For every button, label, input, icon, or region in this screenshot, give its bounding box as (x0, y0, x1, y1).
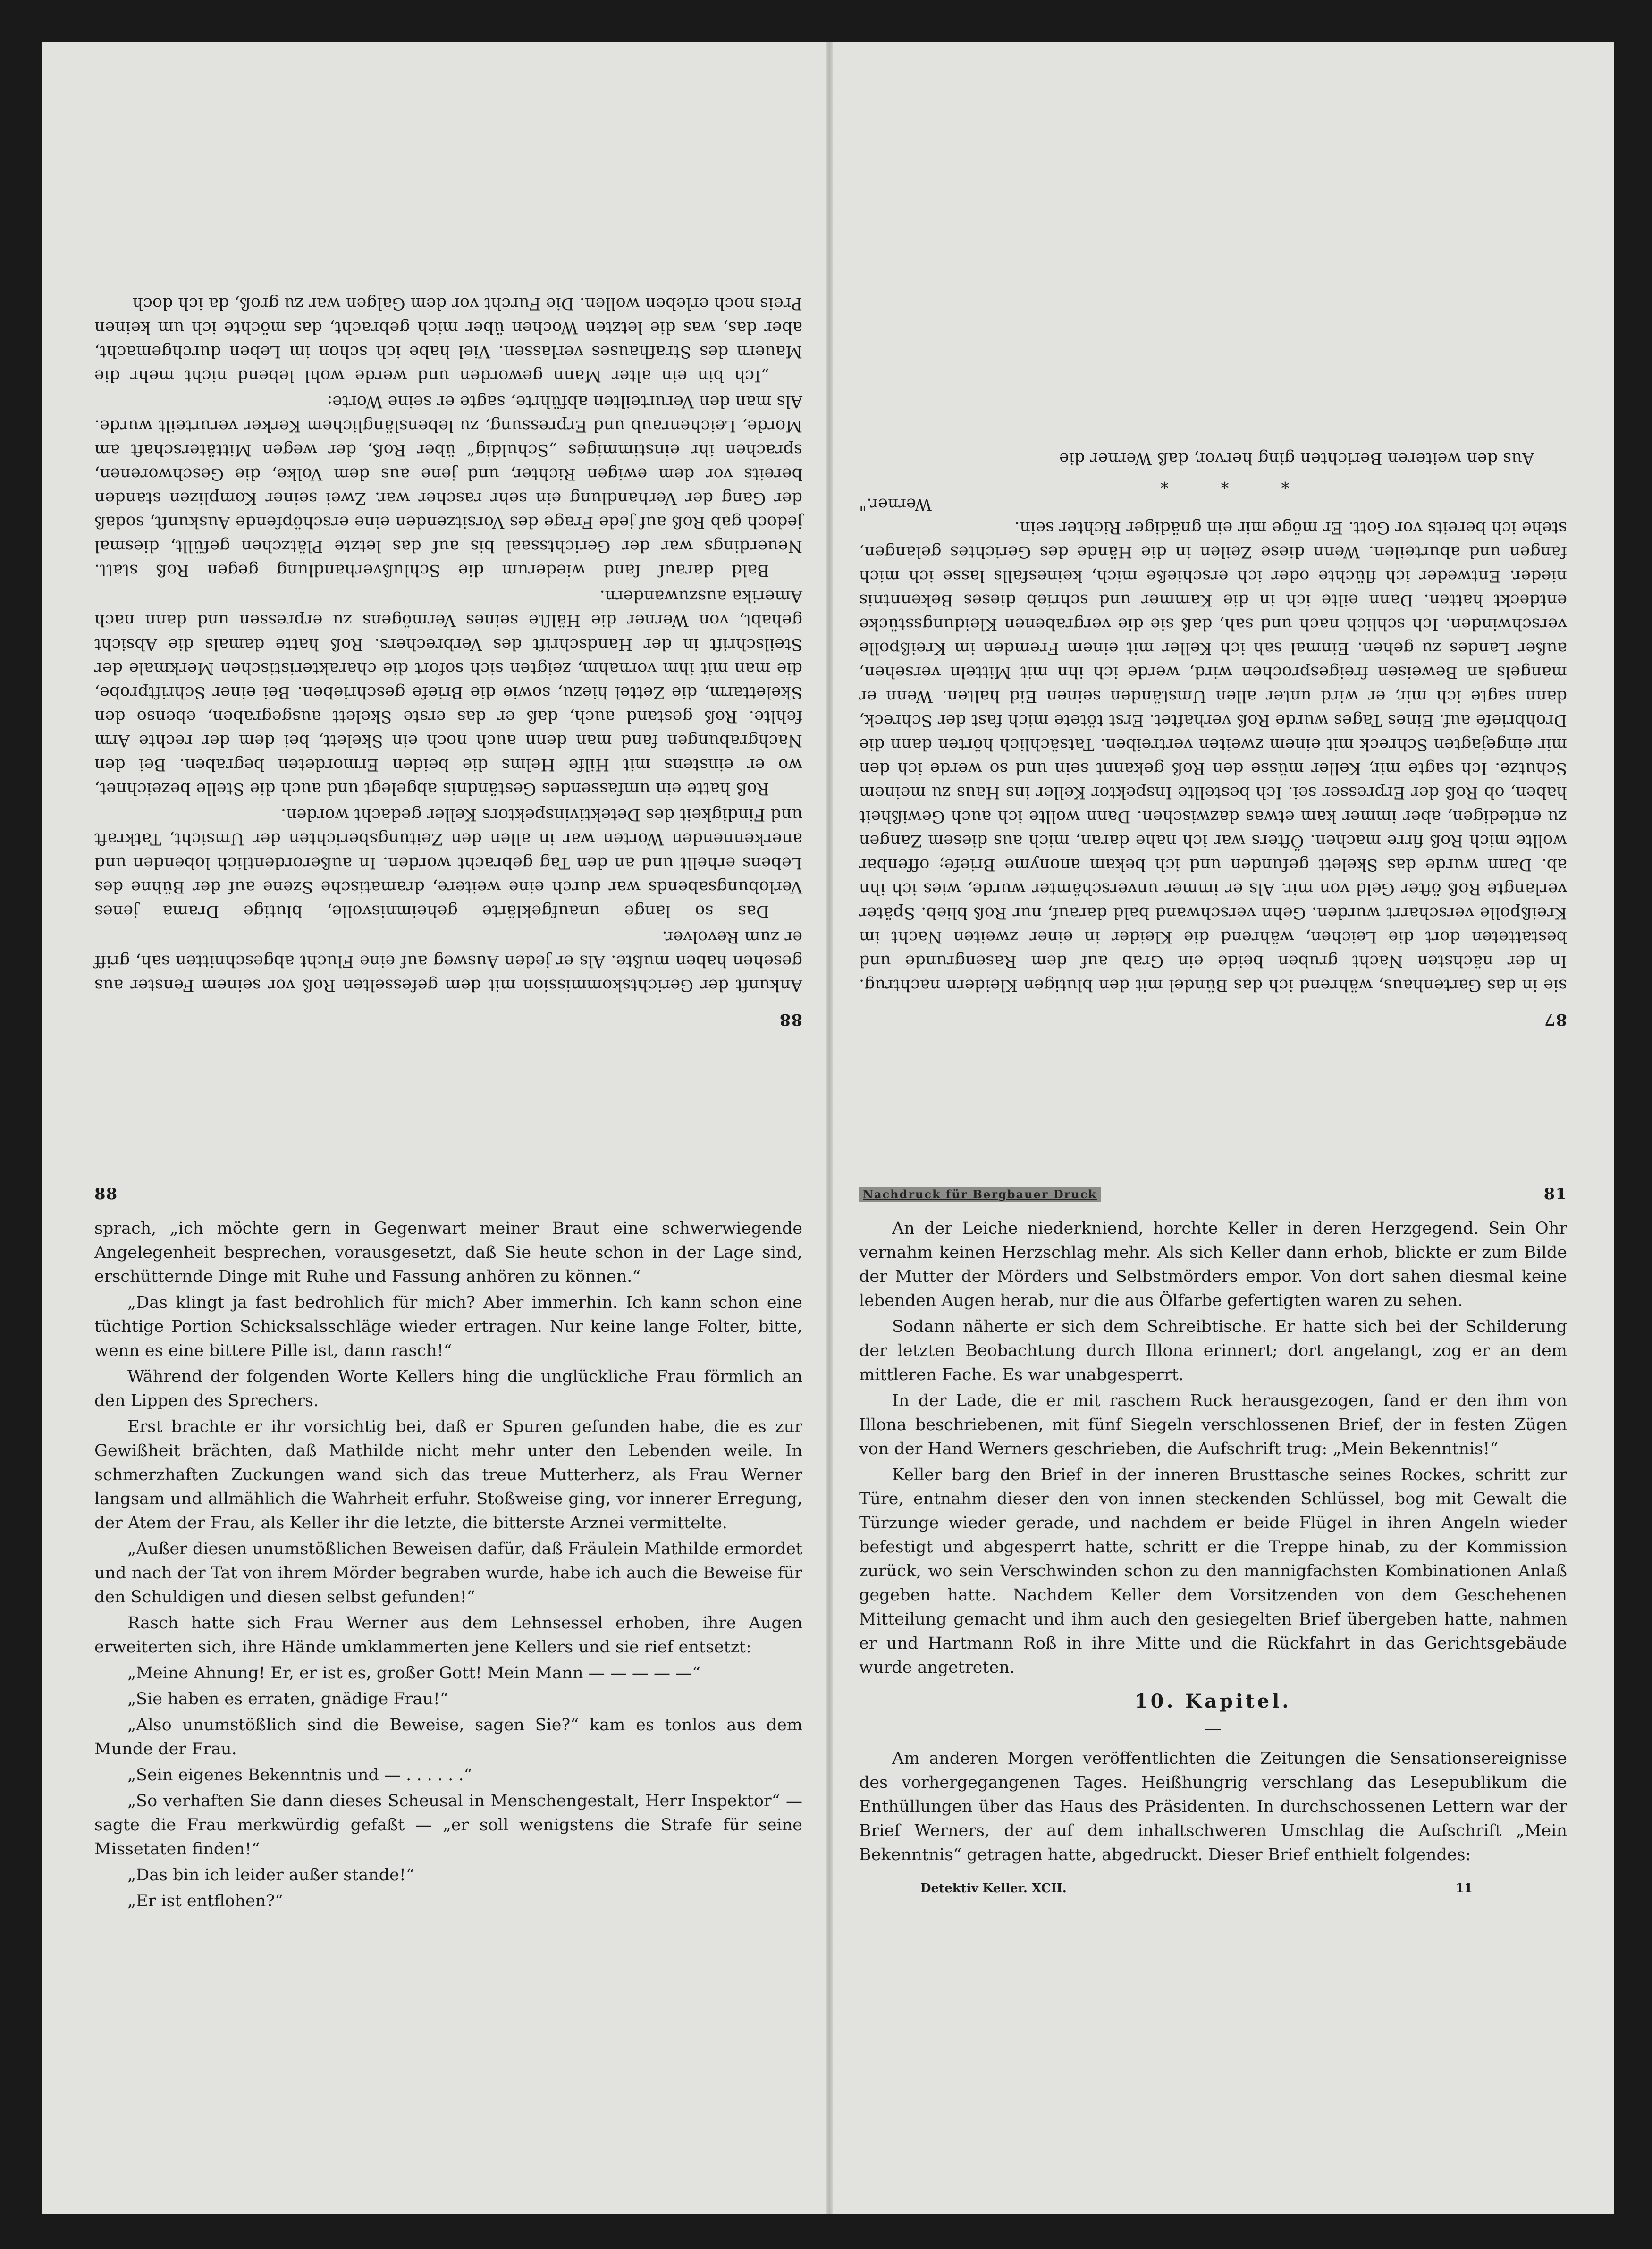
paragraph: Roß hatte ein umfassendes Geständnis abgelegt und auch die Stelle bezeichnet, wo er einstens mit Hilfe Helms die beiden Ermordeten begraben. Bei den Nachgrabungen fand man denn auch noch ein Skelett, bei dem der rechte Arm fehlte. Roß gestand auch, daß er das erste Skelett ausgegraben, ebenso den Skelettarm, die Zettel hiezu, sowie die Briefe geschrieben. Bei einer Schriftprobe, die man mit ihm vornahm, zeigten sich sofort die charakteristischen Merkmale der Steilschrift in der Handschrift des Verbrechers. Roß hatte damals die Absicht gehabt, von Werner die Hälfte seines Vermögens zu erpressen und dann nach Amerika auszuwandern. (94, 587, 802, 798)
paragraph: Bald darauf fand wiederum die Schlußverhandlung gegen Roß statt. Neuerdings war der Gerichtssaal bis auf das letzte Plätzchen gefüllt, diesmal jedoch gab Roß auf jede Frage des Vorsitzenden eine erschöpfende Auskunft, sodaß der Gang der Verhandlung ein sehr rascher war. Zwei seiner Komplizen standen bereits vor dem ewigen Richter, und jene aus dem Volke, die Geschworenen, sprachen ihr einstimmiges „Schuldig“ über Roß, der wegen Mittäterschaft am Morde, Leichenraub und Erpressung, zu lebenslänglichem Kerker verurteilt wurde. Als man den Verurteilten abführte, sagte er seine Worte: (94, 392, 802, 580)
chapter-heading: 10. Kapitel. (1134, 1690, 1292, 1712)
page-bottom-right (859, 1185, 1567, 2185)
page-top-left (94, 71, 802, 1029)
paragraph: „So verhaften Sie dann dieses Scheusal in Menschengestalt, Herr Inspektor“ — sagte die Frau merkwürdig gefaßt — „er soll wenigstens die Strafe für seine Missetaten finden!“ (94, 1792, 802, 1859)
separator: — (1205, 1719, 1222, 1738)
page-number: 88 (94, 1185, 118, 1204)
paragraph: „Meine Ahnung! Er, er ist es, großer Gott! Mein Mann — — — — —“ (127, 1664, 701, 1683)
scanned-sheet (42, 42, 1614, 2214)
footer-series: Detektiv Keller. XCII. (920, 1881, 1067, 1895)
paragraph: „Sie haben es erraten, gnädige Frau!“ (127, 1690, 448, 1709)
paragraph: sprach, „ich möchte gern in Gegenwart meiner Braut eine schwerwiegende Angelegenheit besprechen, vorausgesetzt, daß Sie heute schon in der Lage sind, erschütternde Dinge mit Ruhe und Fassung anhören zu können.“ (94, 1219, 802, 1286)
publisher-stamp: Nachdruck für Bergbauer Druck (859, 1187, 1101, 1202)
paragraph: Erst brachte er ihr vorsichtig bei, daß er Spuren gefunden habe, die es zur Gewißheit brächten, daß Mathilde nicht mehr unter den Lebenden weile. In schmerzhaften Zuckungen wand sich das treue Mutterherz, als Frau Werner langsam und allmählich die Wahrheit erfuhr. Stoßweise ging, vor innerer Erregung, der Atem der Frau, als Keller ihr die letzte, die bitterste Arznei vermittelte. (94, 1417, 802, 1533)
paragraph: Während der folgenden Worte Kellers hing die unglückliche Frau förmlich an den Lippen des Sprechers. (94, 1367, 802, 1410)
paragraph: „Außer diesen unumstößlichen Beweisen dafür, daß Fräulein Mathilde ermordet und nach der Tat von ihrem Mörder begraben wurde, habe ich auch die Beweise für den Schuldigen und diesen selbst gefunden!“ (94, 1540, 802, 1607)
paragraph: In der Lade, die er mit raschem Ruck herausgezogen, fand er den ihm von Illona beschriebenen, mit fünf Siegeln verschlossenen Brief, der in festen Zügen von der Hand Werners geschrieben, die Aufschrift trug: „Mein Bekenntnis!“ (859, 1391, 1567, 1458)
paragraph: Sodann näherte er sich dem Schreibtische. Er hatte sich bei der Schilderung der letzten Beobachtung durch Illona erinnert; dort angelangt, zog er an dem mittleren Fache. Es war unabgesperrt. (859, 1317, 1567, 1384)
paragraph: Das so lange unaufgeklärte geheimnisvolle, blutige Drama jenes Verlobungsabends war durch eine weitere, dramatische Szene auf der Bühne des Lebens erhellt und an den Tag gebracht worden. In außerordentlich lobenden und anerkennenden Worten war in allen den Zeitungsberichten der Umsicht, Tatkraft und Findigkeit des Detektivinspektors Keller gedacht worden. (94, 805, 802, 920)
page-top-right (859, 71, 1567, 1029)
paragraph: Rasch hatte sich Frau Werner aus dem Lehnsessel erhoben, ihre Augen erweiterten sich, ihre Hände umklammerten jene Kellers und sie rief entsetzt: (94, 1614, 802, 1657)
paragraph: Ankunft der Gerichtskommission mit dem gefesselten Roß vor seinem Fenster aus gesehen haben mußte. Als er jeden Ausweg auf eine Flucht abgeschnitten sah, griff er zum Revolver. (94, 927, 802, 994)
page-number: 81 (1543, 1185, 1567, 1204)
page-footer (859, 1881, 1567, 1895)
signature: Werner." (859, 495, 932, 514)
paragraph: „Das bin ich leider außer stande!“ (127, 1866, 414, 1885)
section-stars: * * * (1137, 473, 1290, 492)
paragraph: „Also unumstößlich sind die Beweise, sagen Sie?“ kam es tonlos aus dem Munde der Frau. (94, 1716, 802, 1759)
page-bottom-left (94, 1185, 802, 2185)
paragraph: Keller barg den Brief in der inneren Brusttasche seines Rockes, schritt zur Türe, entnahm dieser den von innen steckenden Schlüssel, bog mit Gewalt die Türzunge wieder gerade, und nachdem er beide Flügel in ihren Angeln wieder befestigt und abgesperrt hatte, schritt er die Treppe hinab, zu der Kommission zurück, wo sein Verschwinden schon zu den mannigfachsten Kombinationen Anlaß gegeben hatte. Nachdem Keller dem Vorsitzenden von dem Geschehenen Mitteilung gemacht und ihm auch den gesiegelten Brief übergeben hatte, nahmen er und Hartmann Roß in ihre Mitte und die Rückfahrt in das Gerichtsgebäude wurde angetreten. (859, 1466, 1567, 1677)
paragraph: „Sein eigenes Bekenntnis und — . . . . . .“ (127, 1766, 472, 1785)
footer-signature-number: 11 (1455, 1881, 1473, 1895)
paragraph: Am anderen Morgen veröffentlichten die Zeitungen die Sensationsereignisse des vorhergegangenen Tages. Heißhungrig verschlang das Lesepublikum die Enthüllungen über das Haus des Präsidenten. In durchschossenen Lettern war der Brief Werners, der auf dem inhaltschweren Umschlag die Aufschrift „Mein Bekenntnis“ getragen hatte, abgedruckt. Dieser Brief enthielt folgendes: (859, 1749, 1567, 1864)
page-number: 87 (1543, 1010, 1567, 1029)
page-number: 88 (779, 1010, 802, 1029)
paragraph: Aus den weiteren Berichten ging hervor, daß Werner die (1059, 449, 1534, 468)
paragraph: sie in das Gartenhaus, während ich das Bündel mit den blutigen Kleidern nachtrug. In der nächsten Nacht gruben beide ein Grab auf dem Rasengrunde und bestatteten dort die Leichen, während die Kleider in einer zweiten Nacht im Kreißpolle verscharrt wurden. Gehn verschwand bald darauf, nur Roß blieb. Später verlangte Roß öfter Geld von mir. Als er immer unverschämter wurde, wies ich ihn ab. Dann wurde das Skelett gefunden und ich bekam anonyme Briefe; offenbar wollte mich Roß firre machen. Öfters war ich nahe daran, mich aus diesem Zangen zu entledigen, aber immer kam etwas dazwischen. Dann wollte ich auch Gewißheit haben, ob Roß der Erpresser sei. Ich bestellte Inspektor Keller ins Haus zu meinem Schutze. Ich sagte mir, Keller müsse den Roß gekannt sein und so werde ich den mir eingejagten Schreck mit einem zweiten vertreiben. Tatsächlich hörten dann die Drohbriefe auf. Eines Tages wurde Roß verhaftet. Erst tötete mich fast der Schreck, dann sagte ich mir, er wird unter allen Umständen seinen Eid halten. Wenn er mangels an Beweisen freigesprochen wird, werde ich ihn mit Mitteln versehen, außer Landes zu gehen. Einmal sah ich Keller mit einem Fremden im Kreißpolle verschwinden. Ich schlich nach und sah, daß sie die vergrabenen Kleidungsstücke entdeckt hatten. Dann eilte ich in die Kammer und schrieb dieses Bekenntnis nieder. Entweder ich flüchte oder ich erschieße mich, keinesfalls lasse ich mich fangen und aburteilen. Wenn diese Zeilen in die Hände des Gerichtes gelangen, stehe ich bereits vor Gott. Er möge mir ein gnädiger Richter sein. (859, 518, 1567, 994)
paragraph: „Ich bin ein alter Mann geworden und werde wohl lebend nicht mehr die Mauern des Strafhauses verlassen. Viel habe ich schon im Leben durchgemacht, aber das, was die letzten Wochen über mich gebracht, das möchte ich um keinen Preis noch erleben wollen. Die Furcht vor dem Galgen war zu groß, da ich doch (94, 294, 802, 385)
paragraph: An der Leiche niederkniend, horchte Keller in deren Herzgegend. Sein Ohr vernahm keinen Herzschlag mehr. Als sich Keller dann erhob, blickte er zum Bilde der Mutter der Mörders und Selbstmörders empor. Von dort sahen diesmal keine lebenden Augen herab, nur die aus Ölfarbe gefertigten waren zu sehen. (859, 1219, 1567, 1310)
paragraph: „Das klingt ja fast bedrohlich für mich? Aber immerhin. Ich kann schon eine tüchtige Portion Schicksalsschläge wieder ertragen. Nur keine lange Folter, bitte, wenn es eine bittere Pille ist, dann rasch!“ (94, 1293, 802, 1360)
paragraph: „Er ist entflohen?“ (127, 1892, 284, 1911)
